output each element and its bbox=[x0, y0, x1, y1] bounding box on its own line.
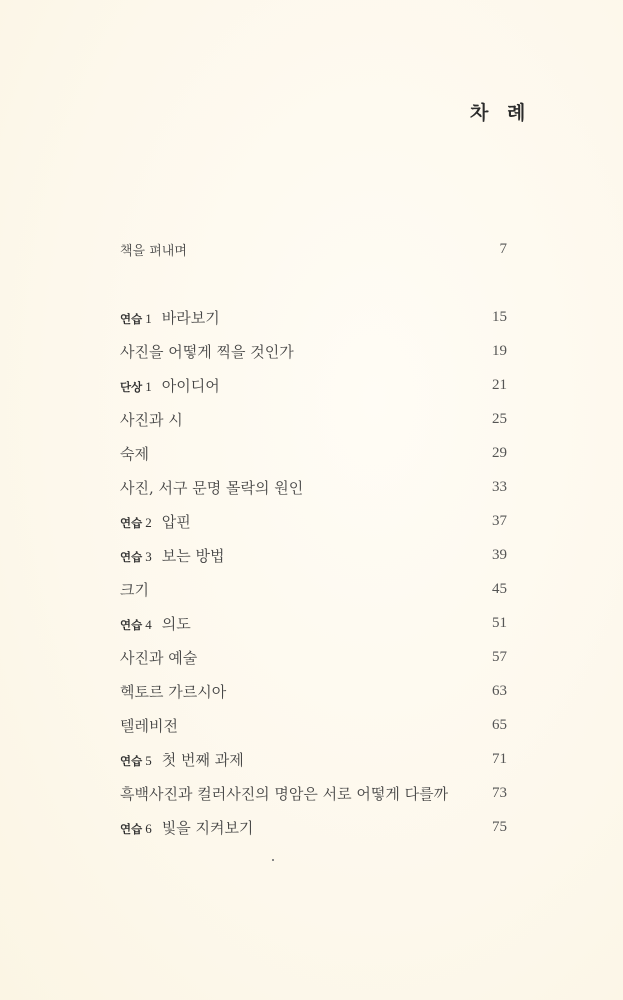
toc-entry-title bbox=[120, 817, 253, 838]
toc-entry[interactable] bbox=[120, 577, 507, 601]
toc-entry-title bbox=[120, 477, 303, 498]
toc-entry-title bbox=[120, 443, 149, 464]
entry-text: 숙제 bbox=[120, 444, 149, 463]
toc-entry-title bbox=[120, 681, 226, 702]
toc-entry-title bbox=[120, 375, 220, 396]
toc-entry[interactable] bbox=[120, 407, 507, 431]
entry-label: 단상 1 bbox=[120, 378, 152, 394]
entry-text: 흑백사진과 컬러사진의 명암은 서로 어떻게 다를까 bbox=[120, 784, 449, 803]
page-number: 39 bbox=[492, 546, 507, 563]
entry-label: 연습 2 bbox=[120, 514, 152, 530]
page-number: 75 bbox=[492, 818, 507, 835]
toc-entry[interactable] bbox=[120, 339, 507, 363]
toc-entry-title bbox=[120, 240, 187, 259]
entry-text: 보는 방법 bbox=[161, 546, 225, 565]
page-number: 7 bbox=[499, 240, 507, 257]
toc-entry-title bbox=[120, 307, 220, 328]
entry-text: 텔레비전 bbox=[120, 716, 178, 735]
entry-text: 의도 bbox=[161, 614, 191, 633]
toc-entry-title bbox=[120, 341, 294, 362]
toc-entry-title bbox=[120, 783, 448, 804]
entry-label: 연습 6 bbox=[120, 820, 152, 836]
page-number: 51 bbox=[492, 614, 507, 631]
entry-label: 연습 4 bbox=[120, 616, 152, 632]
page-number: 19 bbox=[492, 342, 507, 359]
toc-entry-title bbox=[120, 613, 191, 634]
entry-text: 헥토르 가르시아 bbox=[120, 682, 227, 701]
page-number: 15 bbox=[492, 308, 507, 325]
toc-entry[interactable] bbox=[120, 815, 507, 839]
page-number: 33 bbox=[492, 478, 507, 495]
entry-text: 바라보기 bbox=[161, 308, 220, 327]
page-number: 37 bbox=[492, 512, 507, 529]
entry-text: 빛을 지켜보기 bbox=[161, 818, 254, 837]
entry-text: 압핀 bbox=[161, 512, 191, 531]
page-number: 57 bbox=[492, 648, 507, 665]
toc-entry-title bbox=[120, 647, 197, 668]
toc-entry[interactable] bbox=[120, 781, 507, 805]
page-number: 63 bbox=[492, 682, 507, 699]
page-title: 차 례 bbox=[470, 102, 532, 124]
page-number: 21 bbox=[492, 376, 507, 393]
toc-entry[interactable] bbox=[120, 611, 507, 635]
entry-text: 사진, 서구 문명 몰락의 원인 bbox=[120, 478, 304, 497]
toc-entry-title bbox=[120, 579, 149, 600]
toc-entry[interactable] bbox=[120, 509, 507, 533]
entry-text: 책을 펴내며 bbox=[120, 243, 187, 259]
page-number: 71 bbox=[492, 750, 507, 767]
page-number: 29 bbox=[492, 444, 507, 461]
toc-entry[interactable] bbox=[120, 373, 507, 397]
toc-entry-preface[interactable] bbox=[120, 237, 507, 261]
toc-entry[interactable] bbox=[120, 747, 507, 771]
entry-text: 크기 bbox=[120, 580, 149, 599]
entry-text: 사진과 시 bbox=[120, 410, 183, 429]
entry-label: 연습 1 bbox=[120, 310, 152, 326]
entry-text: 첫 번째 과제 bbox=[161, 750, 244, 769]
toc-entry[interactable] bbox=[120, 713, 507, 737]
toc-entry[interactable] bbox=[120, 679, 507, 703]
page-number: 73 bbox=[492, 784, 507, 801]
print-speck bbox=[272, 859, 274, 861]
entry-label: 연습 3 bbox=[120, 548, 152, 564]
entry-text: 사진과 예술 bbox=[120, 648, 198, 667]
toc-entry[interactable] bbox=[120, 441, 507, 465]
page-number: 25 bbox=[492, 410, 507, 427]
toc-entry-title bbox=[120, 749, 244, 770]
toc-entry[interactable] bbox=[120, 645, 507, 669]
toc-entry-title bbox=[120, 511, 191, 532]
toc-entry-title bbox=[120, 545, 224, 566]
page-number: 65 bbox=[492, 716, 507, 733]
page-number: 45 bbox=[492, 580, 507, 597]
toc-entry-title bbox=[120, 409, 183, 430]
entry-label: 연습 5 bbox=[120, 752, 152, 768]
toc-entry[interactable] bbox=[120, 543, 507, 567]
entry-text: 사진을 어떻게 찍을 것인가 bbox=[120, 342, 294, 361]
toc-entry[interactable] bbox=[120, 305, 507, 329]
toc-entry-title bbox=[120, 715, 178, 736]
toc-entry[interactable] bbox=[120, 475, 507, 499]
entry-text: 아이디어 bbox=[161, 376, 220, 395]
